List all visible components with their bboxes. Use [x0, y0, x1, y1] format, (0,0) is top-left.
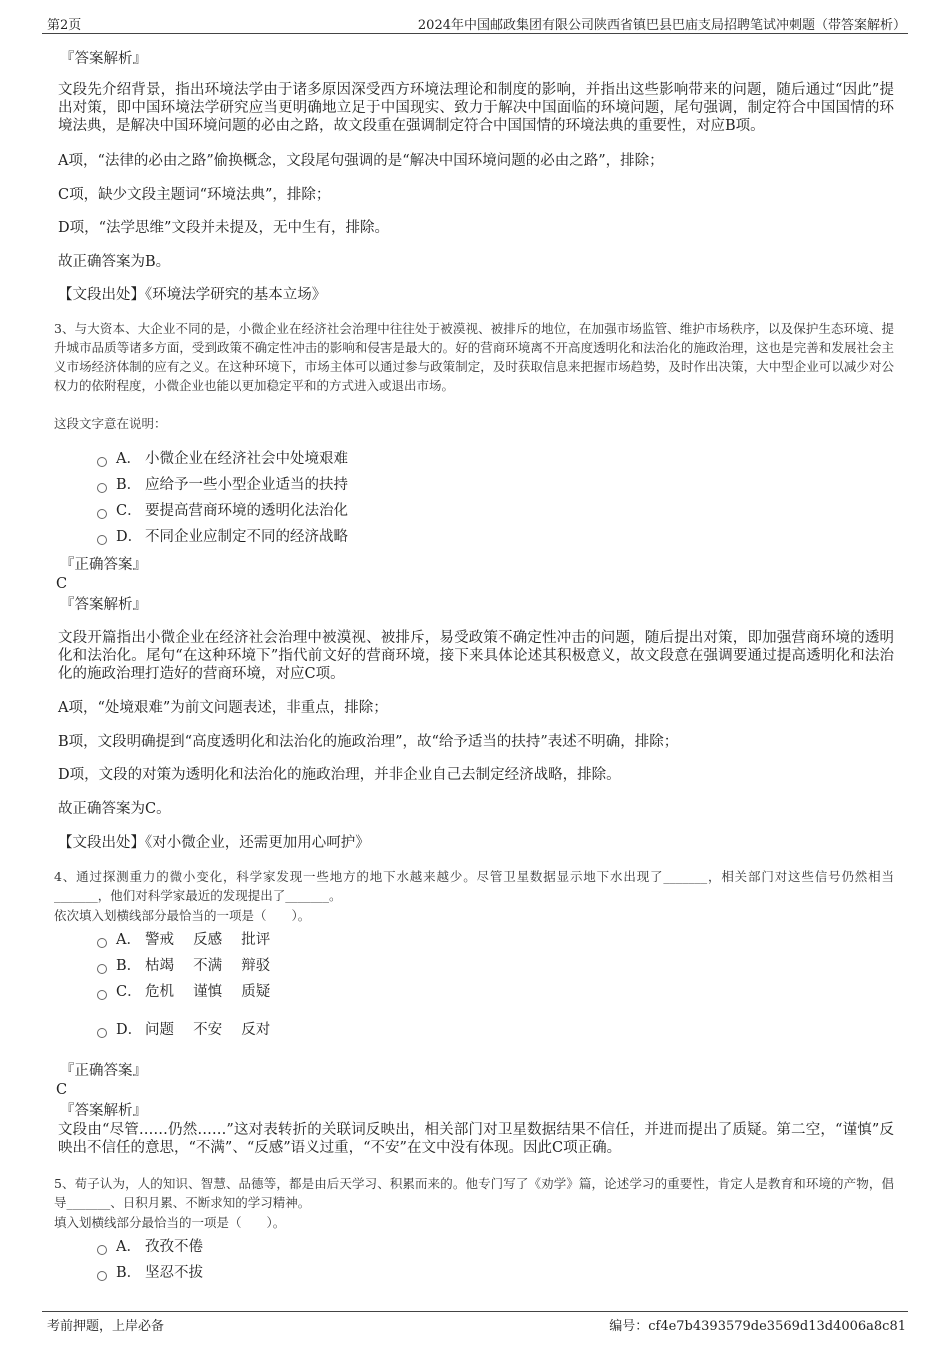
option-text: 警戒 反感 批评 — [145, 932, 271, 948]
q3-item-b: B项，文段明确提到“高度透明化和法治化的施政治理”，故“给予适当的扶持”表述不明确，排除； — [58, 734, 679, 750]
option-label: D． — [116, 529, 143, 545]
option-label: C． — [116, 503, 142, 519]
q2-item-a: A项，“法律的必由之路”偷换概念，文段尾句强调的是“解决中国环境问题的必由之路”，排除； — [58, 153, 664, 169]
radio-icon[interactable] — [97, 1028, 107, 1038]
q3-option-d[interactable] — [0, 528, 600, 548]
option-label: C． — [116, 984, 142, 1000]
q3-prompt: 这段文字意在说明： — [54, 416, 167, 431]
q2-analysis-text: 文段先介绍背景，指出环境法学由于诸多原因深受西方环境法理论和制度的影响，并指出这些影响带来的问题，随后通过“因此”提出对策，即中国环境法学研究应当更明确地立足于中国现实、致力于解决中国面临的环境问题，尾句强调，制定符合中国国情的环境法典，是解决中国环境问题的必由之路，故文段重在强调制定符合中国国情的环境法典的重要性，对应B项。 — [58, 82, 894, 134]
option-text: 小微企业在经济社会中处境艰难 — [145, 451, 348, 467]
q3-conclusion: 故正确答案为C。 — [58, 801, 171, 817]
page-number: 第2页 — [47, 18, 82, 33]
radio-icon[interactable] — [97, 964, 107, 974]
q3-option-b[interactable] — [0, 476, 600, 496]
radio-icon[interactable] — [97, 535, 107, 545]
option-label: B． — [116, 958, 142, 974]
q2-item-c: C项，缺少文段主题词“环境法典”，排除； — [58, 187, 331, 203]
option-label: D． — [116, 1022, 143, 1038]
q3-analysis-text: 文段开篇指出小微企业在经济社会治理中被漠视、被排斥，易受政策不确定性冲击的问题，随后提出对策，即加强营商环境的透明化和法治化。尾句“在这种环境下”指代前文好的营商环境，接下来具体论述其积极意义，故文段意在强调要通过提高透明化和法治化的施政治理打造好的营商环境，对应C项。 — [58, 630, 894, 682]
q4-option-d[interactable] — [0, 1021, 600, 1041]
radio-icon[interactable] — [97, 509, 107, 519]
q3-answer-heading: 『正确答案』 — [60, 557, 147, 573]
option-text: 应给予一些小型企业适当的扶持 — [145, 477, 348, 493]
radio-icon[interactable] — [97, 457, 107, 467]
q4-answer: C — [56, 1082, 68, 1098]
footer-slogan: 考前押题，上岸必备 — [47, 1319, 165, 1334]
q4-option-a[interactable] — [0, 931, 600, 951]
q4-prompt: 依次填入划横线部分最恰当的一项是（ ）。 — [54, 908, 311, 923]
q5-option-b[interactable] — [0, 1264, 600, 1284]
q3-item-d: D项，文段的对策为透明化和法治化的施政治理，并非企业自己去制定经济战略，排除。 — [58, 767, 621, 783]
header-divider — [42, 33, 908, 34]
q3-option-c[interactable] — [0, 502, 600, 522]
option-text: 孜孜不倦 — [145, 1239, 203, 1255]
q5-stem: 5、荀子认为，人的知识、智慧、品德等，都是由后天学习、积累而来的。他专门写了《劝学》篇，论述学习的重要性，肯定人是教育和环境的产物，倡导_______、日积月累、不断求知的学习精神。 — [54, 1176, 894, 1210]
option-label: A． — [116, 451, 141, 467]
radio-icon[interactable] — [97, 990, 107, 1000]
option-label: A． — [116, 932, 141, 948]
q3-analysis-heading: 『答案解析』 — [60, 597, 147, 613]
q3-item-a: A项，“处境艰难”为前文问题表述，非重点，排除； — [58, 700, 388, 716]
q4-analysis-heading: 『答案解析』 — [60, 1103, 147, 1119]
q2-analysis-heading: 『答案解析』 — [60, 51, 147, 67]
document-code: 编号：cf4e7b4393579de3569d13d4006a8c81 — [609, 1319, 906, 1334]
q5-prompt: 填入划横线部分最恰当的一项是（ ）。 — [54, 1215, 286, 1230]
option-text: 坚忍不拔 — [145, 1265, 203, 1281]
option-text: 要提高营商环境的透明化法治化 — [145, 503, 348, 519]
document-title: 2024年中国邮政集团有限公司陕西省镇巴县巴庙支局招聘笔试冲刺题（带答案解析） — [417, 18, 906, 33]
radio-icon[interactable] — [97, 1271, 107, 1281]
option-label: B． — [116, 477, 142, 493]
q2-item-d: D项，“法学思维”文段并未提及，无中生有，排除。 — [58, 220, 389, 236]
radio-icon[interactable] — [97, 483, 107, 493]
radio-icon[interactable] — [97, 938, 107, 948]
q4-option-b[interactable] — [0, 957, 600, 977]
radio-icon[interactable] — [97, 1245, 107, 1255]
q5-option-a[interactable] — [0, 1238, 600, 1258]
option-text: 枯竭 不满 辩驳 — [145, 958, 271, 974]
q4-answer-heading: 『正确答案』 — [60, 1063, 147, 1079]
q3-stem: 3、与大资本、大企业不同的是，小微企业在经济社会治理中往往处于被漠视、被排斥的地位，在加强市场监管、维护市场秩序，以及保护生态环境、提升城市品质等诸多方面，受到政策不确定性冲击的影响和侵害是最大的。好的营商环境离不开高度透明化和法治化的施政治理，这也是完善和发展社会主义市场经济体制的应有之义。在这种环境下，市场主体可以通过参与政策制定，及时获取信息来把握市场趋势，及时作出决策，大中型企业可以减少对公权力的依附程度，小微企业也能以更加稳定平和的方式进入或退出市场。 — [54, 321, 894, 393]
footer-divider — [42, 1311, 908, 1312]
q3-option-a[interactable] — [0, 450, 600, 470]
option-text: 不同企业应制定不同的经济战略 — [145, 529, 348, 545]
option-text: 危机 谨慎 质疑 — [145, 984, 271, 1000]
option-text: 问题 不安 反对 — [145, 1022, 271, 1038]
option-label: A． — [116, 1239, 141, 1255]
q3-source: 【文段出处】《对小微企业，还需更加用心呵护》 — [58, 835, 370, 851]
q4-analysis-text: 文段由“尽管……仍然……”这对表转折的关联词反映出，相关部门对卫星数据结果不信任，并进而提出了质疑。第二空，“谨慎”反映出不信任的意思，“不满”、“反感”语义过重，“不安”在文中没有体现。因此C项正确。 — [58, 1122, 894, 1156]
q3-answer: C — [56, 576, 68, 592]
q4-option-c[interactable] — [0, 983, 600, 1003]
option-label: B． — [116, 1265, 142, 1281]
q2-conclusion: 故正确答案为B。 — [58, 254, 171, 270]
q4-stem: 4、通过探测重力的微小变化，科学家发现一些地方的地下水越来越少。尽管卫星数据显示地下水出现了_______，相关部门对这些信号仍然相当_______，他们对科学家最近的发现提出了_______。 — [54, 869, 894, 903]
q2-source: 【文段出处】《环境法学研究的基本立场》 — [58, 287, 327, 303]
